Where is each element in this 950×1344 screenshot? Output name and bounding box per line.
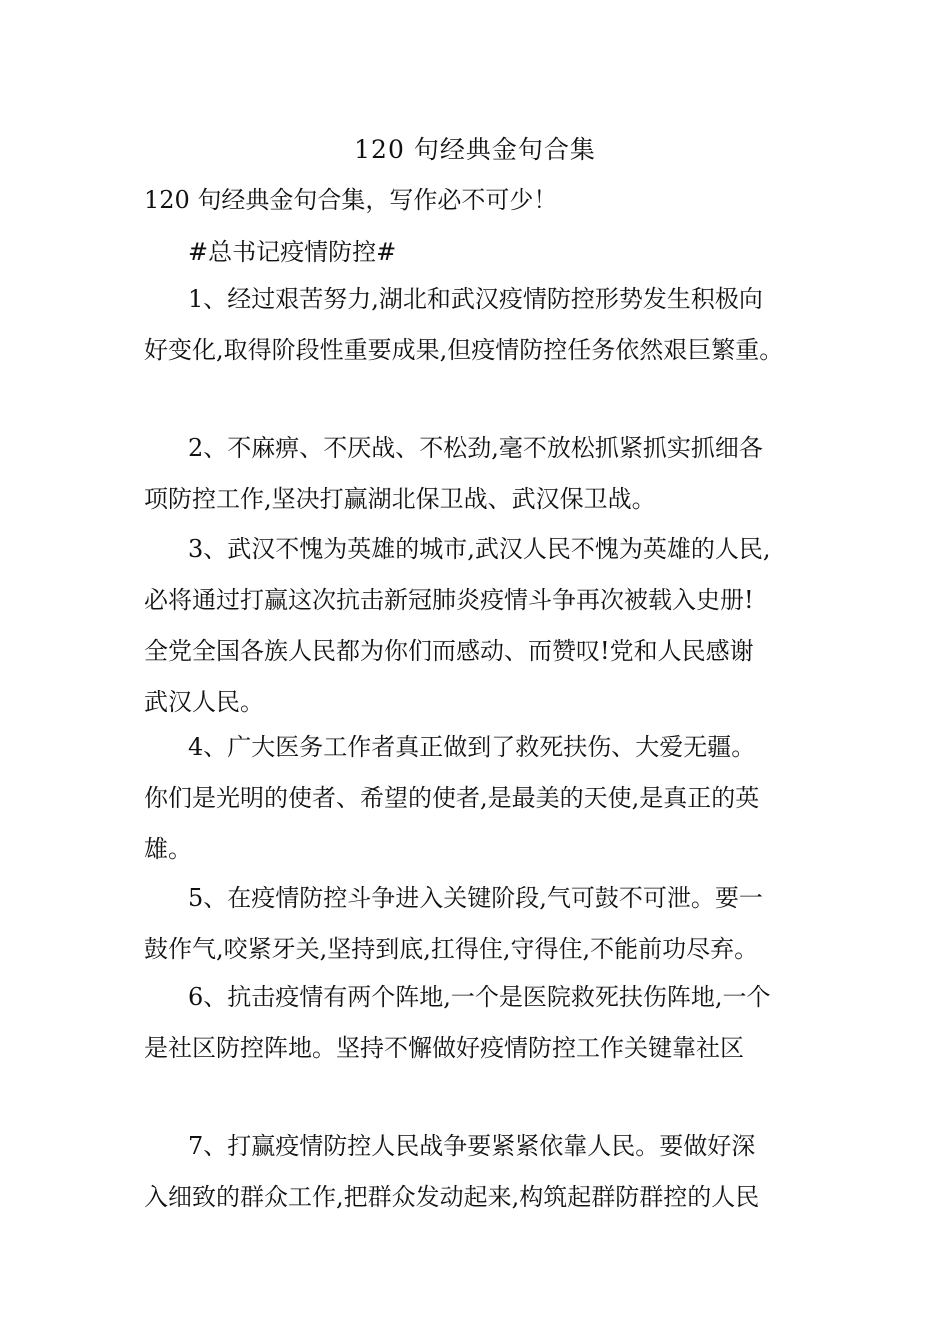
- paragraph-line: 1、经过艰苦努力,湖北和武汉疫情防控形势发生积极向: [188, 285, 763, 313]
- paragraph-3: [144, 524, 814, 728]
- document-title: 120 句经典金句合集: [354, 135, 596, 164]
- hashtag-heading: #总书记疫情防控#: [188, 238, 397, 266]
- paragraph-line: 3、武汉不愧为英雄的城市,武汉人民不愧为英雄的人民,: [188, 535, 771, 563]
- paragraph-2: [144, 423, 814, 525]
- paragraph-line: 项防控工作,坚决打赢湖北保卫战、武汉保卫战。: [144, 485, 656, 513]
- paragraph-line: 4、广大医务工作者真正做到了救死扶伤、大爱无疆。: [188, 733, 756, 761]
- paragraph-6: [144, 972, 814, 1074]
- paragraph-1: [144, 274, 814, 376]
- paragraph-line: 7、打赢疫情防控人民战争要紧紧依靠人民。要做好深: [188, 1132, 756, 1160]
- paragraph-line: 必将通过打赢这次抗击新冠肺炎疫情斗争再次被载入史册!: [144, 586, 754, 614]
- paragraph-line: 全党全国各族人民都为你们而感动、而赞叹!党和人民感谢: [144, 637, 754, 665]
- paragraph-line: 武汉人民。: [144, 688, 264, 716]
- paragraph-7: [144, 1121, 814, 1223]
- paragraph-line: 是社区防控阵地。坚持不懈做好疫情防控工作关键靠社区: [144, 1034, 744, 1062]
- paragraph-line: 好变化,取得阶段性重要成果,但疫情防控任务依然艰巨繁重。: [144, 336, 784, 364]
- paragraph-line: 6、抗击疫情有两个阵地,一个是医院救死扶伤阵地,一个: [188, 983, 771, 1011]
- paragraph-line: 雄。: [144, 835, 192, 863]
- paragraph-line: 鼓作气,咬紧牙关,坚持到底,扛得住,守得住,不能前功尽弃。: [144, 935, 759, 963]
- document-subtitle: 120 句经典金句合集，写作必不可少！: [144, 186, 558, 214]
- paragraph-line: 你们是光明的使者、希望的使者,是最美的天使,是真正的英: [144, 784, 760, 812]
- paragraph-line: 5、在疫情防控斗争进入关键阶段,气可鼓不可泄。要一: [188, 884, 763, 912]
- paragraph-line: 入细致的群众工作,把群众发动起来,构筑起群防群控的人民: [144, 1183, 760, 1211]
- paragraph-5: [144, 873, 814, 975]
- paragraph-4: [144, 722, 814, 875]
- paragraph-line: 2、不麻痹、不厌战、不松劲,毫不放松抓紧抓实抓细各: [188, 434, 763, 462]
